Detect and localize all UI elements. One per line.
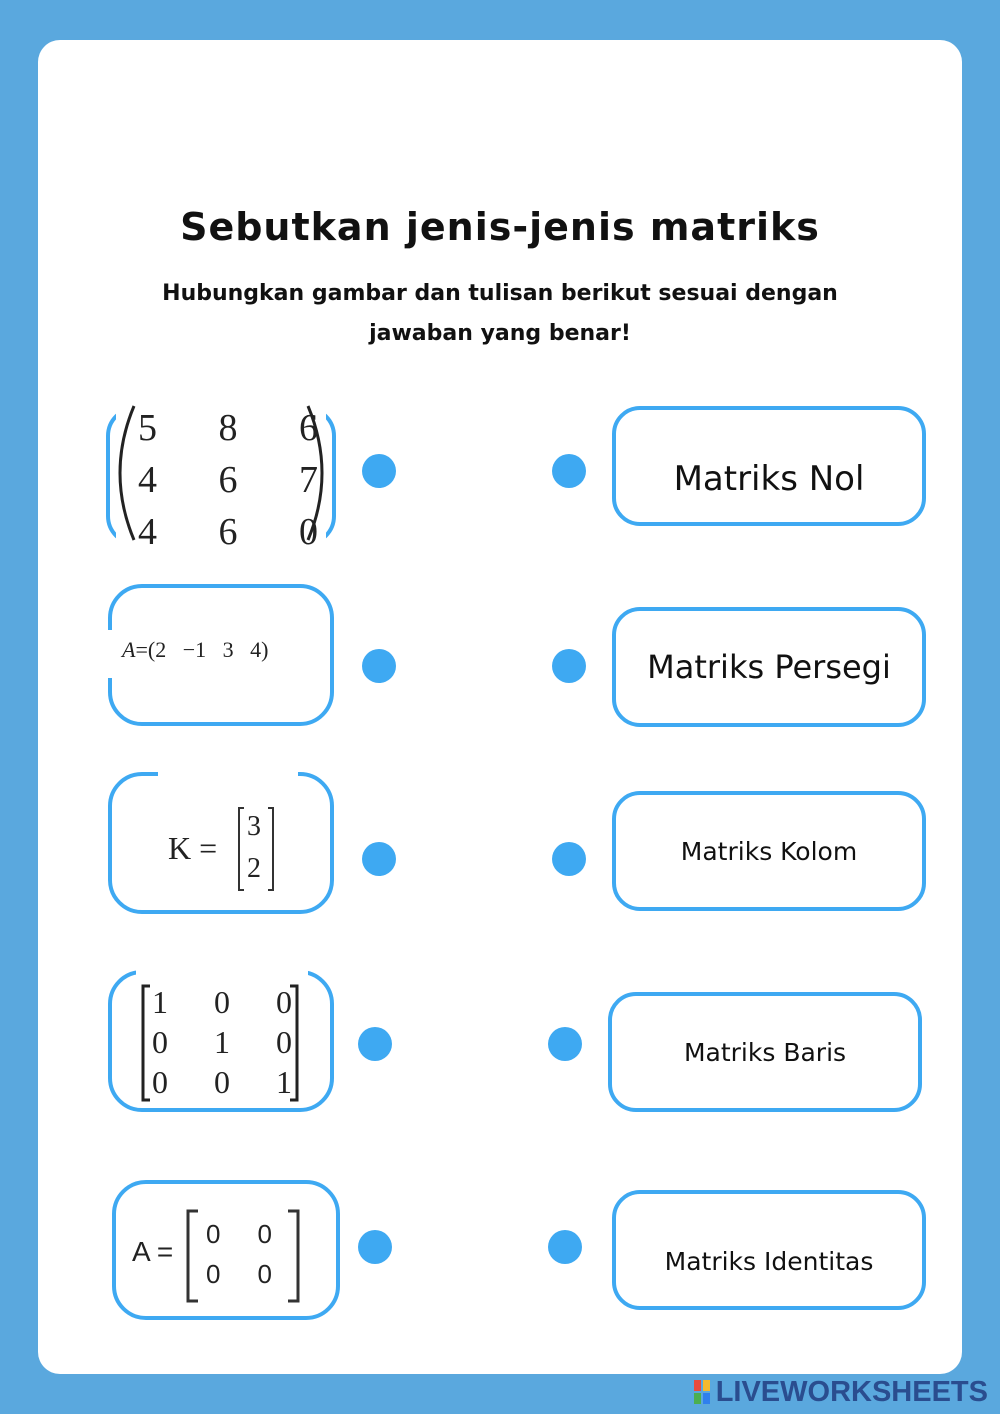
worksheet-instructions: Hubungkan gambar dan tulisan berikut sesuai dengan jawaban yang benar!	[162, 281, 838, 346]
left-connect-dot-2[interactable]	[362, 649, 396, 683]
answer-label: Matriks Kolom	[680, 836, 858, 866]
column-matrix-values: 3 2	[247, 811, 261, 884]
right-connect-dot-3[interactable]	[552, 842, 586, 876]
answer-box-1	[612, 406, 926, 526]
right-connect-dot-5[interactable]	[548, 1230, 582, 1264]
answer-label: Matriks Identitas	[664, 1246, 874, 1276]
row-matrix-expression: A=(2 −1 3 4)	[122, 637, 269, 662]
left-connect-dot-4[interactable]	[358, 1027, 392, 1061]
left-connect-dot-3[interactable]	[362, 842, 396, 876]
left-connect-dot-5[interactable]	[358, 1230, 392, 1264]
right-connect-dot-4[interactable]	[548, 1027, 582, 1061]
answer-label: Matriks Nol	[673, 459, 865, 499]
liveworksheets-logo-icon	[694, 1380, 710, 1404]
left-connect-dot-1[interactable]	[362, 454, 396, 488]
identity-matrix-values: 1 0 0 0 1 0 0 0 1	[152, 984, 292, 1100]
matrix-values: 5 8 6 4 6 7 4 6 0	[138, 407, 318, 553]
answer-box-2	[612, 607, 926, 727]
answer-label: Matriks Persegi	[647, 648, 891, 686]
brand-watermark[interactable]: LIVEWORKSHEETS	[715, 1376, 988, 1408]
answer-box-5	[612, 1190, 926, 1310]
answer-label: Matriks Baris	[683, 1037, 847, 1067]
zero-matrix-name: A =	[132, 1236, 174, 1267]
right-connect-dot-2[interactable]	[552, 649, 586, 683]
right-connect-dot-1[interactable]	[552, 454, 586, 488]
answer-box-3	[612, 791, 926, 911]
answer-box-4	[608, 992, 922, 1112]
column-matrix-name: K =	[168, 830, 218, 866]
zero-matrix-values: 0 0 0 0	[206, 1219, 272, 1289]
worksheet-title: Sebutkan jenis-jenis matriks	[180, 205, 820, 249]
